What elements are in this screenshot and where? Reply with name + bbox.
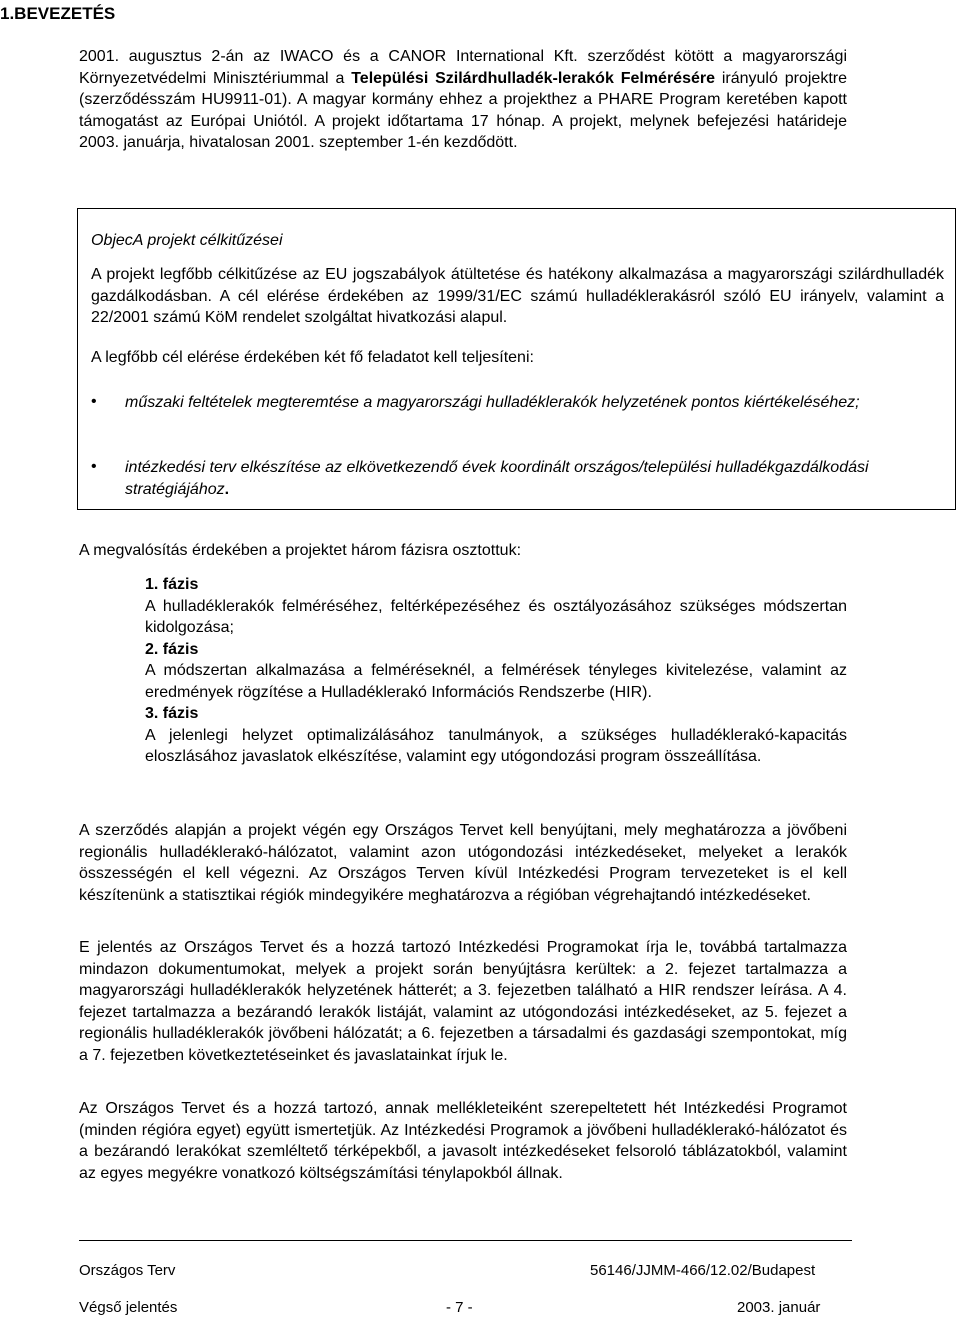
phase-3-label: 3. fázis: [145, 705, 199, 722]
action-programs-paragraph: Az Országos Tervet és a hozzá tartozó, annak mellékleteiként szerepeltetett hét Intézkedési Programot (minden régióra egyet) együtt ismertetjük. Az Intézkedési Programok a jövőbeni hulladéklerakó-hálózatot és a bezárandó lerakókat szemléltető térképekből, a javasolt intézkedéseket felsoroló táblázatokból, valamint az egyes megyékre vonatkozó költségszámítási ténylapokból állnak.: [79, 1100, 847, 1182]
phases-intro: A megvalósítás érdekében a projektet három fázisra osztottuk:: [79, 542, 522, 559]
phase-3-text: A jelenlegi helyzet optimalizálásához tanulmányok, a szükséges hulladéklerakó-kapacitás eloszlásához javaslatok elkészítése, valamint egy utógondozási program összeállítása.: [145, 726, 847, 765]
phases-list: [145, 574, 847, 768]
section-heading: 1.BEVEZETÉS: [0, 4, 116, 23]
bullet-item-2-text: intézkedési terv elkészítése az elkövetkezendő évek koordinált országos/települési hulladékgazdálkodási stratégiájához: [125, 459, 869, 498]
bullet-icon: •: [91, 458, 97, 475]
bullet-item-2-end: .: [224, 480, 230, 498]
phase-1-text: A hulladéklerakók felméréséhez, feltérképezéséhez és osztályozásához szükséges módszertan kidolgozása;: [145, 597, 847, 636]
intro-text-2: irányuló projektre (szerződésszám HU9911-01). A magyar kormány ehhez a projekthez a PHARE Program keretében kapott támogatást az Európai Uniótól. A projekt időtartama 17 hónap. A projekt, melynek befejezési határideje 2003. januárja, hivatalosan 2001. szeptember 1-én kezdődött.: [79, 69, 847, 151]
report-contents-paragraph: E jelentés az Országos Tervet és a hozzá tartozó Intézkedési Programokat írja le, továbbá tartalmazza mindazon dokumentumokat, melyek a projekt során benyújtásra kerültek: a 2. fejezet tartalmazza a magyarországi hulladéklerakók helyzetének hátterét; a 3. fejezetben található a HIR rendszer leírása. A 4. fejezet tartalmazza a bezárandó lerakók listáját, valamint az utógondozási intézkedéseket, az 5. fejezet a regionális hulladéklerakók jövőbeni hálózatát; a 6. fejezetben a társadalmi és gazdasági szempontokat, míg a 7. fejezetben következtetéseinket és javaslatainkat írjuk le.: [79, 939, 847, 1064]
phase-2-label: 2. fázis: [145, 640, 199, 658]
objectives-title: ObjecA projekt célkitűzései: [91, 232, 283, 249]
footer-divider: [79, 1240, 852, 1241]
footer-page-number: - 7 -: [446, 1299, 473, 1316]
phase-1-label: 1. fázis: [145, 576, 199, 593]
bullet-icon: •: [91, 393, 97, 410]
bullet-item-2: [125, 457, 915, 500]
intro-paragraph: [79, 46, 847, 154]
footer-reference-number: 56146/JJMM-466/12.02/Budapest: [590, 1262, 816, 1279]
footer-document-title: Országos Terv: [79, 1262, 176, 1279]
bullet-item-1: műszaki feltételek megteremtése a magyarországi hulladéklerakók helyzetének pontos kiértékeléséhez;: [125, 394, 860, 411]
phase-2-text: A módszertan alkalmazása a felméréseknél, a felmérések tényleges kivitelezése, valamint az eredmények rögzítése a Hulladéklerakó Információs Rendszerbe (HIR).: [145, 662, 847, 701]
objectives-paragraph: A projekt legfőbb célkitűzése az EU jogszabályok átültetése és hatékony alkalmazása a magyarországi szilárdhulladék gazdálkodásban. A cél elérése érdekében az 1999/31/EC számú hulladéklerakásról szóló EU irányelv, valamint a 22/2001 számú KöM rendelet szolgáltat hivatkozási alapul.: [91, 266, 944, 326]
footer-date: 2003. január: [737, 1299, 821, 1316]
intro-text-1: 2001. augusztus 2-án az IWACO és a CANOR International Kft. szerződést kötött a magyarországi Környezetvédelmi Minisztériummal a: [79, 48, 847, 87]
intro-text-bold: Települési Szilárdhulladék-lerakók Felmérésére: [351, 69, 715, 87]
footer-report-type: Végső jelentés: [79, 1299, 178, 1316]
objectives-tasks-intro: A legfőbb cél elérése érdekében két fő feladatot kell teljesíteni:: [91, 349, 534, 366]
national-plan-paragraph: A szerződés alapján a projekt végén egy Országos Tervet kell benyújtani, mely meghatározza a jövőbeni regionális hulladéklerakó-hálózatot, valamint azon utógondozási intézkedéseket, melyeket a lerakók összességén el kell végezni. Az Országos Terven kívül Intézkedési Program tervezeteket is el kell készítenünk a statisztikai régiók mindegyikére meghatározva a régióban végrehajtandó intézkedéseket.: [79, 822, 847, 904]
